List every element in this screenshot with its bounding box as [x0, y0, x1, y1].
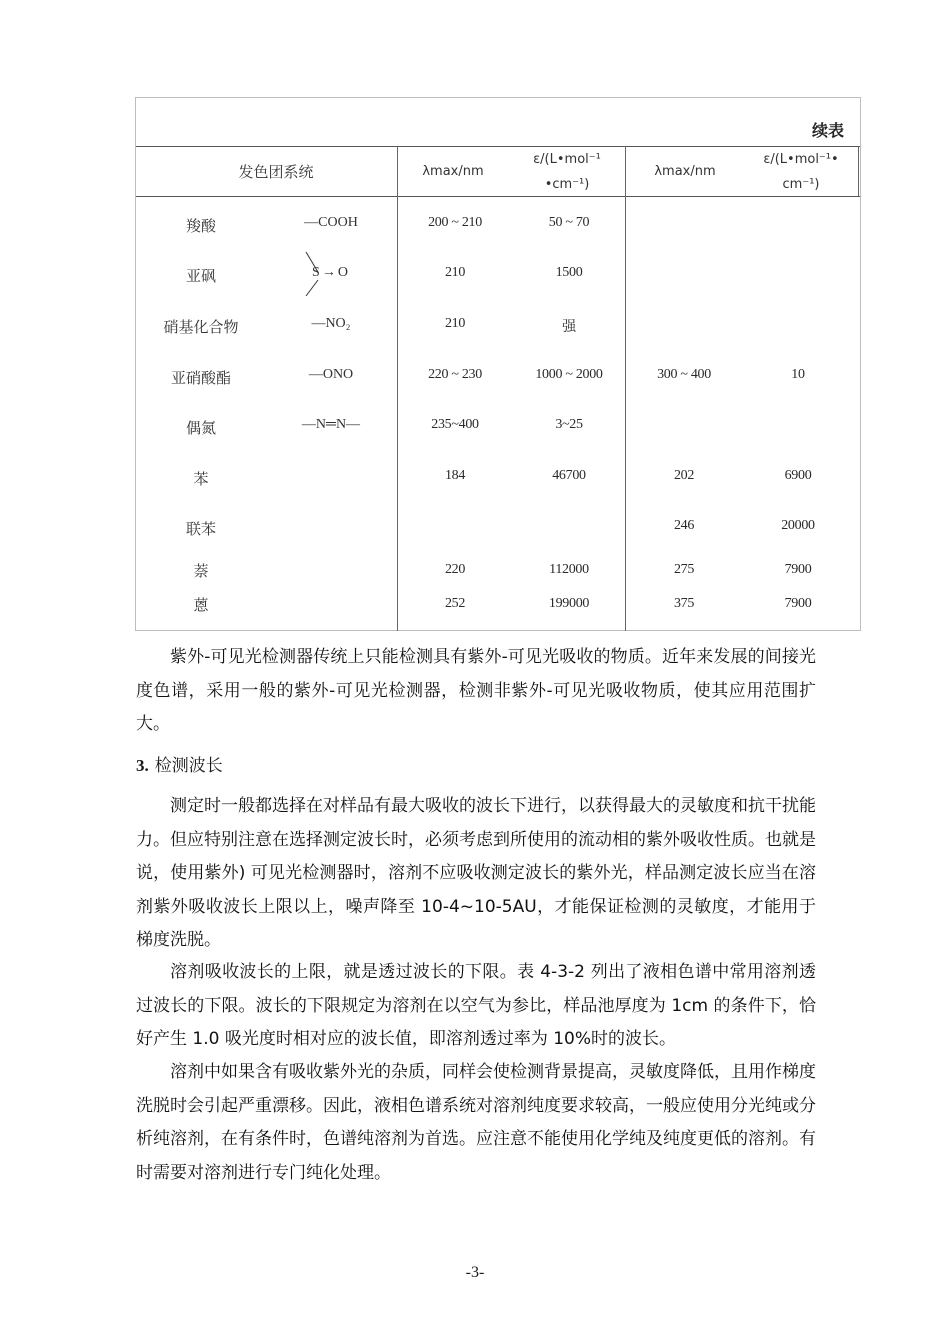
row-eps2: 10	[791, 367, 805, 382]
row-lambda1: 220	[444, 562, 466, 577]
row-name: 羧酸	[185, 217, 216, 235]
row-eps1: 1500	[555, 265, 583, 280]
row-eps1: 112000	[549, 562, 589, 577]
row-lambda2: 300 ~ 400	[657, 367, 711, 382]
row-lambda2: 246	[673, 518, 695, 533]
row-group: —ONO	[308, 367, 354, 382]
row-name: 苯	[193, 470, 209, 488]
header-eps2-line1: ε/(L•mol⁻¹•	[763, 152, 839, 167]
row-group: —COOH	[304, 215, 358, 230]
row-eps1: 199000	[548, 596, 590, 611]
row-eps2: 20000	[781, 518, 815, 533]
header-group: 发色团系统	[238, 163, 314, 181]
column-divider	[858, 146, 859, 196]
row-group: —NO₂	[311, 316, 351, 331]
row-name: 亚硝酸酯	[170, 369, 231, 387]
paragraph-solvent-limit: 溶剂吸收波长的上限，就是透过波长的下限。表 4-3-2 列出了液相色谱中常用溶剂透过波长的下限。波长的下限规定为溶剂在以空气为参比，样品池厚度为 1cm 的条件下，恰好产生 1.0 吸光度时相对应的波长值，即溶剂透过率为 10%时的波长。	[136, 962, 816, 1049]
paragraph-intro: 紫外-可见光检测器传统上只能检测具有紫外-可见光吸收的物质。近年来发展的间接光度色谱，采用一般的紫外-可见光检测器，检测非紫外-可见光吸收物质，使其应用范围扩大。	[136, 647, 816, 734]
section-number: 3.	[136, 756, 149, 775]
paragraph-wavelength: 测定时一般都选择在对样品有最大吸收的波长下进行，以获得最大的灵敏度和抗干扰能力。但应特别注意在选择测定波长时，必须考虑到所使用的流动相的紫外吸收性质。也就是说，使用紫外) 可见光检测器时，溶剂不应吸收测定波长的紫外光，样品测定波长应当在溶剂紫外吸收波长上限以上，噪声降至 10-4~10-5AU，才能保证检测的灵敏度，才能用于梯度洗脱。	[136, 796, 816, 950]
section-heading	[136, 751, 223, 776]
row-eps1: 1000 ~ 2000	[535, 367, 603, 382]
row-lambda2: 275	[673, 562, 695, 577]
row-name: 蒽	[193, 596, 209, 614]
row-eps1: 46700	[552, 468, 586, 483]
continued-table	[135, 97, 861, 631]
header-lambda1: λmax/nm	[422, 164, 484, 179]
row-lambda1: 252	[444, 596, 466, 611]
row-eps2: 7900	[784, 596, 812, 611]
row-lambda2: 202	[673, 468, 695, 483]
table-header-rule	[136, 196, 860, 197]
continued-label: 续表	[811, 121, 844, 140]
row-name: 萘	[193, 562, 209, 580]
page-number: -3-	[465, 1264, 485, 1281]
section-title: 检测波长	[154, 756, 223, 776]
row-lambda1: 184	[444, 468, 466, 483]
table-top-rule	[136, 146, 860, 147]
row-lambda1: 200 ~ 210	[428, 215, 482, 230]
row-name: 硝基化合物	[163, 318, 239, 336]
paragraph-solvent-purity: 溶剂中如果含有吸收紫外光的杂质，同样会使检测背景提高，灵敏度降低，且用作梯度洗脱时会引起严重漂移。因此，液相色谱系统对溶剂纯度要求较高，一般应使用分光纯或分析纯溶剂，在有条件时，色谱纯溶剂为首选。应注意不能使用化学纯及纯度更低的溶剂。有时需要对溶剂进行专门纯化处理。	[136, 1062, 816, 1183]
row-group: S→O	[312, 265, 350, 280]
row-lambda1: 235~400	[431, 417, 479, 432]
row-eps1: 50 ~ 70	[548, 215, 590, 230]
header-eps2-line2: cm⁻¹)	[782, 177, 820, 192]
row-eps1: 强	[562, 319, 576, 335]
row-name: 联苯	[185, 520, 216, 538]
row-name: 亚砜	[185, 267, 216, 285]
row-name: 偶氮	[185, 419, 216, 437]
row-lambda1: 210	[444, 316, 466, 331]
row-eps2: 6900	[784, 468, 812, 483]
header-eps1-line1: ε/(L•mol⁻¹	[533, 152, 601, 167]
row-lambda2: 375	[673, 596, 695, 611]
row-lambda1: 210	[444, 265, 466, 280]
row-eps1: 3~25	[555, 417, 583, 432]
header-eps1-line2: •cm⁻¹)	[544, 177, 590, 192]
row-group: —N═N—	[301, 417, 361, 432]
row-lambda1: 220 ~ 230	[428, 367, 482, 382]
header-lambda2: λmax/nm	[654, 164, 716, 179]
row-eps2: 7900	[784, 562, 812, 577]
